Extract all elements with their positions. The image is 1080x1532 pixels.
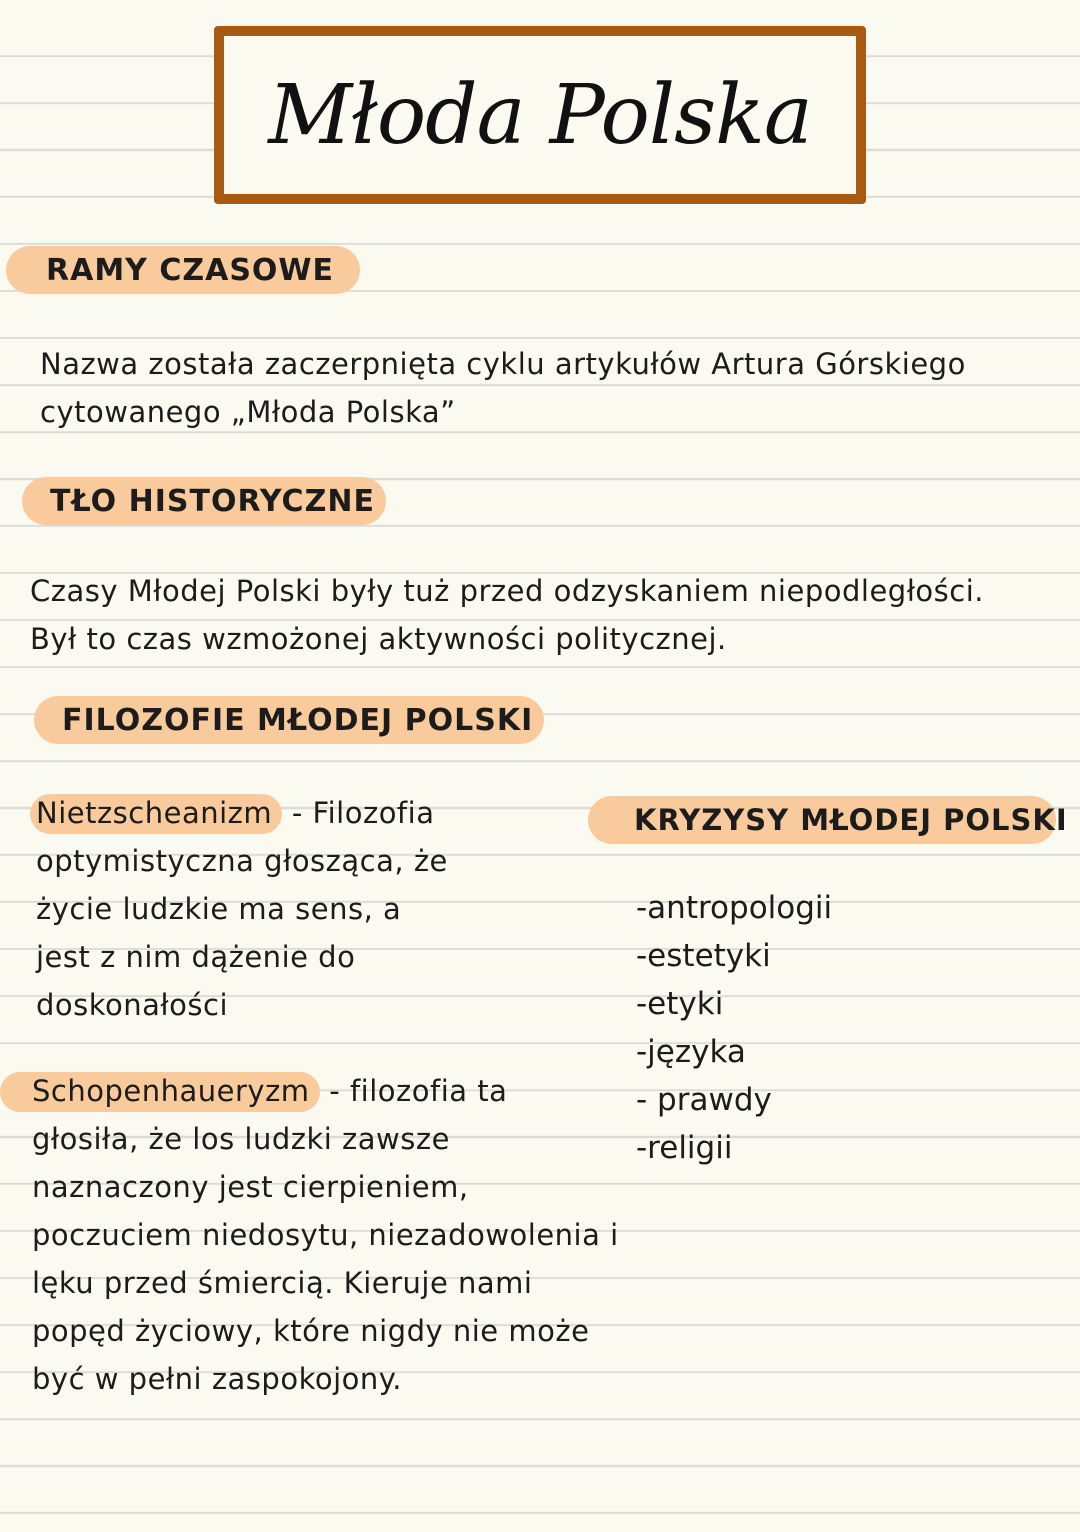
schopenhaueryzm-term: Schopenhaueryzm [0,1072,320,1112]
schopenhaueryzm-line: lęku przed śmiercią. Kieruje nami [32,1266,533,1300]
ramy-line-2: cytowanego „Młoda Polska” [40,395,456,429]
list-item: -religii [636,1130,733,1166]
nietzscheanizm-line: jest z nim dążenie do [36,940,356,974]
nietzscheanizm-line: optymistyczna głosząca, że [36,844,448,878]
schopenhaueryzm-paragraph [32,1067,619,1403]
list-item: -etyki [636,986,724,1022]
schopenhaueryzm-line: naznaczony jest cierpieniem, [32,1170,469,1204]
ramy-czasowe-text [40,340,966,436]
tlo-historyczne-text [30,567,984,663]
section-heading-ramy-czasowe: RAMY CZASOWE [6,246,360,294]
schopenhaueryzm-line: poczuciem niedosytu, niezadowolenia i [32,1218,619,1252]
nietzscheanizm-first-rest: - Filozofia [282,796,435,830]
schopenhaueryzm-first-line [32,1067,619,1115]
title-box [214,26,866,204]
schopenhaueryzm-line: być w pełni zaspokojony. [32,1362,402,1396]
list-item: - prawdy [636,1082,772,1118]
list-item: -antropologii [636,890,833,926]
nietzscheanizm-line: doskonałości [36,988,229,1022]
list-item: -języka [636,1034,746,1070]
ramy-line-1: Nazwa została zaczerpnięta cyklu artykułów Artura Górskiego [40,347,966,381]
tlo-line-2: Był to czas wzmożonej aktywności politycznej. [30,622,727,656]
section-heading-filozofie: FILOZOFIE MŁODEJ POLSKI [34,696,544,744]
kryzysy-list [636,884,832,1172]
tlo-line-1: Czasy Młodej Polski były tuż przed odzyskaniem niepodległości. [30,574,985,608]
section-heading-tlo-historyczne: TŁO HISTORYCZNE [22,477,386,525]
nietzscheanizm-first-line [36,789,448,837]
section-heading-kryzysy: KRYZYSY MŁODEJ POLSKI [588,796,1056,844]
list-item: -estetyki [636,938,771,974]
nietzscheanizm-paragraph [36,789,448,1029]
schopenhaueryzm-line: głosiła, że los ludzki zawsze [32,1122,450,1156]
page-title: Młoda Polska [268,67,812,163]
nietzscheanizm-line: życie ludzkie ma sens, a [36,892,402,926]
schopenhaueryzm-line: popęd życiowy, które nigdy nie może [32,1314,590,1348]
schopenhaueryzm-first-rest: - filozofia ta [319,1074,508,1108]
nietzscheanizm-term: Nietzscheanizm [30,794,282,834]
